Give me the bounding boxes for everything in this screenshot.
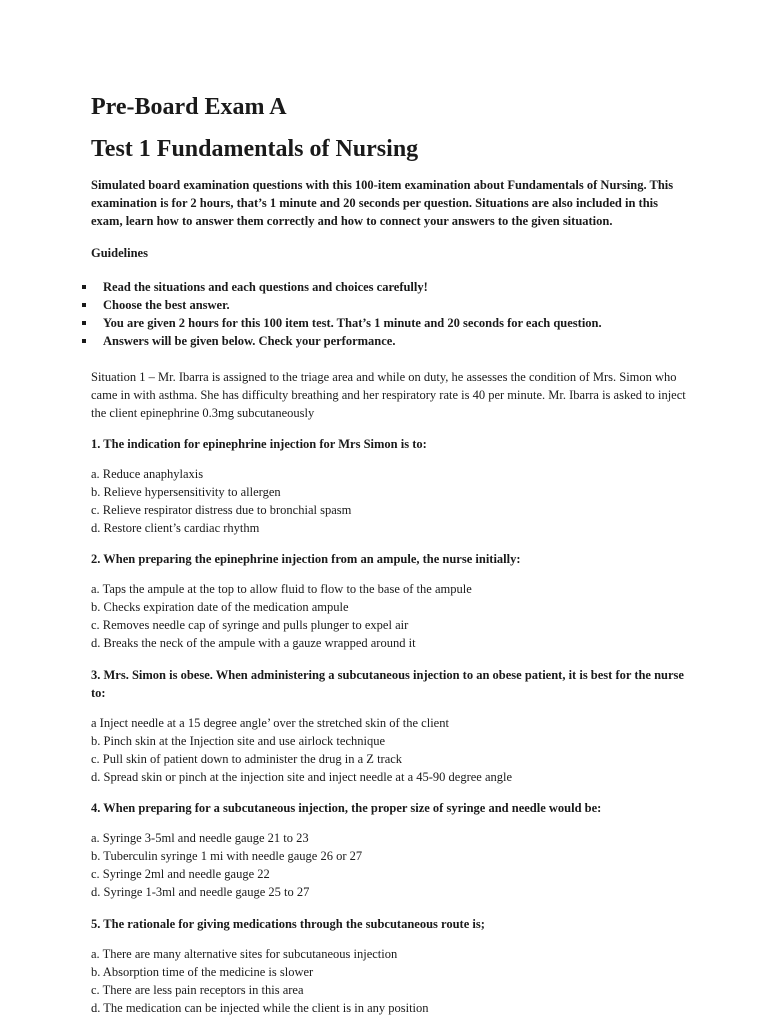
guideline-item: You are given 2 hours for this 100 item test. That’s 1 minute and 20 seconds for each question.	[82, 314, 602, 332]
option: d. Breaks the neck of the ampule with a gauze wrapped around it	[91, 636, 416, 650]
option: a. Syringe 3-5ml and needle gauge 21 to 23	[91, 831, 309, 845]
question-4-options	[91, 829, 362, 901]
option: d. Spread skin or pinch at the injection site and inject needle at a 45-90 degree angle	[91, 770, 513, 784]
question-3-options	[91, 714, 512, 786]
bullet-square-icon	[82, 285, 86, 289]
guideline-item: Answers will be given below. Check your performance.	[82, 332, 602, 350]
option: c. There are less pain receptors in this area	[91, 983, 304, 997]
option: d. Syringe 1-3ml and needle gauge 25 to 27	[91, 885, 310, 899]
situation-paragraph: Situation 1 – Mr. Ibarra is assigned to the triage area and while on duty, he assesses the condition of Mrs. Simon who came in with asthma. She has difficulty breathing and her respiratory rate is 40 per minute. Mr. Ibarra is asked to inject the client epinephrine 0.3mg subcutaneously	[91, 370, 686, 420]
page-title: Pre-Board Exam A	[91, 94, 287, 120]
question-2: 2. When preparing the epinephrine injection from an ampule, the nurse initially:	[91, 552, 521, 566]
option: a. Reduce anaphylaxis	[91, 467, 204, 481]
option: a. Taps the ampule at the top to allow fluid to flow to the base of the ampule	[91, 582, 472, 596]
guidelines-heading: Guidelines	[91, 246, 148, 260]
option: b. Pinch skin at the Injection site and use airlock technique	[91, 734, 386, 748]
question-3: 3. Mrs. Simon is obese. When administering a subcutaneous injection to an obese patient, it is best for the nurse to:	[91, 668, 684, 700]
option: c. Relieve respirator distress due to bronchial spasm	[91, 503, 352, 517]
question-1-options	[91, 465, 351, 537]
option: b. Relieve hypersensitivity to allergen	[91, 485, 281, 499]
option: b. Tuberculin syringe 1 mi with needle gauge 26 or 27	[91, 849, 363, 863]
option: a. There are many alternative sites for subcutaneous injection	[91, 947, 398, 961]
bullet-square-icon	[82, 303, 86, 307]
option: b. Absorption time of the medicine is slower	[91, 965, 314, 979]
question-4: 4. When preparing for a subcutaneous injection, the proper size of syringe and needle would be:	[91, 801, 602, 815]
question-1: 1. The indication for epinephrine injection for Mrs Simon is to:	[91, 437, 427, 451]
question-5: 5. The rationale for giving medications through the subcutaneous route is;	[91, 917, 485, 931]
option: c. Pull skin of patient down to administer the drug in a Z track	[91, 752, 403, 766]
option: a Inject needle at a 15 degree angle’ over the stretched skin of the client	[91, 716, 449, 730]
guideline-item: Read the situations and each questions and choices carefully!	[82, 278, 602, 296]
bullet-square-icon	[82, 321, 86, 325]
option: d. The medication can be injected while the client is in any position	[91, 1001, 429, 1015]
option: c. Syringe 2ml and needle gauge 22	[91, 867, 270, 881]
guideline-item: Choose the best answer.	[82, 296, 602, 314]
intro-paragraph: Simulated board examination questions with this 100-item examination about Fundamentals of Nursing. This examination is for 2 hours, that’s 1 minute and 20 seconds per question. Situations are also included in this exam, learn how to answer them correctly and how to connect your answers to the given situation.	[91, 178, 674, 228]
option: c. Removes needle cap of syringe and pulls plunger to expel air	[91, 618, 409, 632]
question-2-options	[91, 580, 472, 652]
option: b. Checks expiration date of the medication ampule	[91, 600, 349, 614]
guidelines-list	[82, 278, 602, 350]
bullet-square-icon	[82, 339, 86, 343]
question-5-options	[91, 945, 429, 1017]
option: d. Restore client’s cardiac rhythm	[91, 521, 260, 535]
page-subtitle: Test 1 Fundamentals of Nursing	[91, 136, 419, 162]
